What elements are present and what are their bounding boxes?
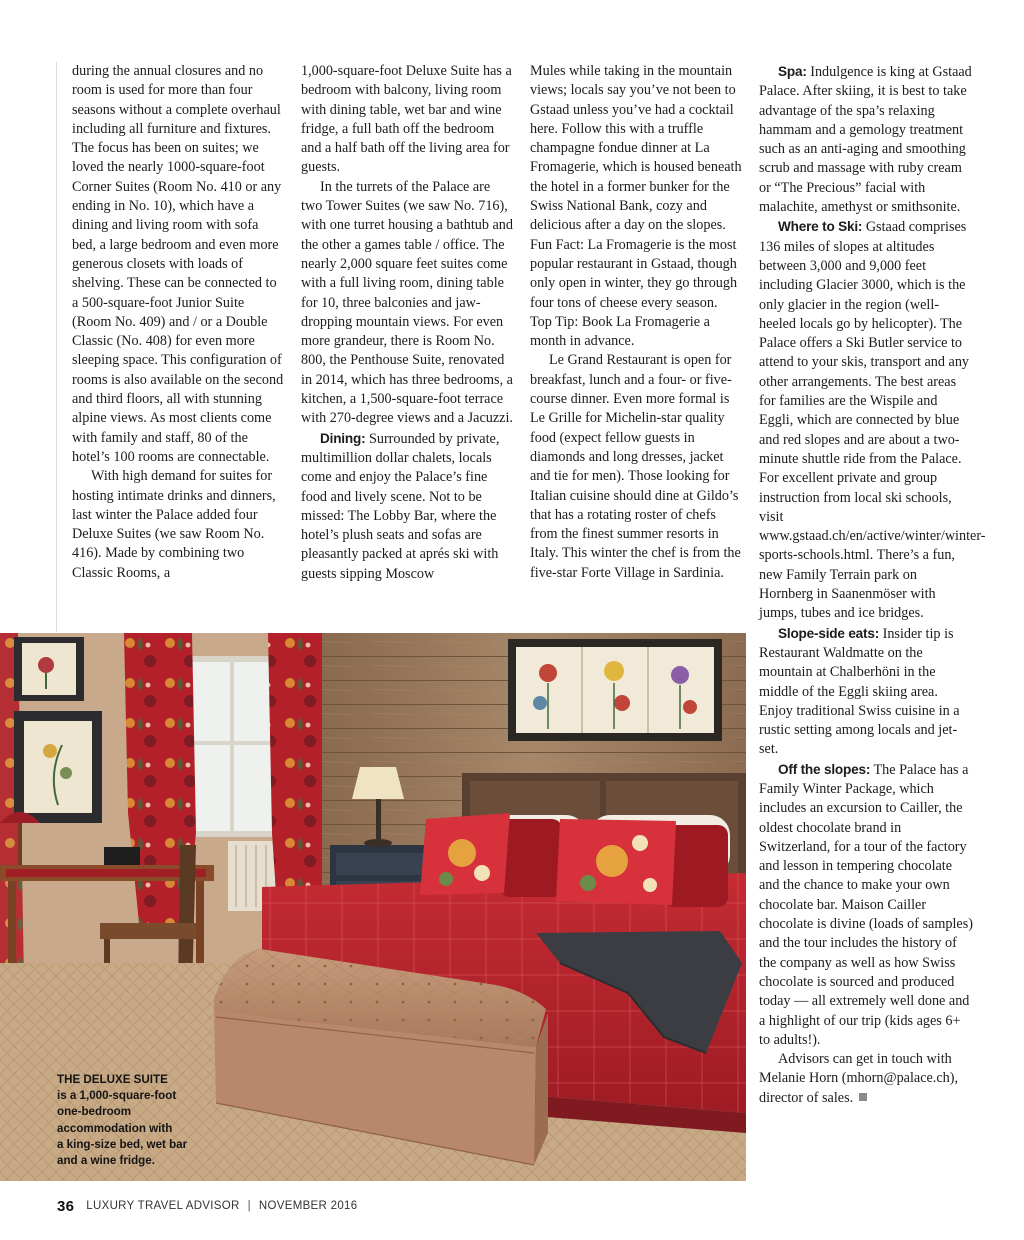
paragraph: In the turrets of the Palace are two Tower Suites (we saw No. 716), with one turret housing a bathtub and the other a games table / office. The nearly 2,000 square feet suites come with a full living room, dining table for 10, three balconies and jaw-dropping mountain views. For even more grandeur, there is Room No. 800, the Penthouse Suite, renovated in 2014, which has three bedrooms, a kitchen, a 1,500-square-foot terrace with 270-degree views and a Jacuzzi. [301,178,513,427]
paragraph-spa [759,62,973,217]
paragraph: 1,000-square-foot Deluxe Suite has a bedroom with balcony, living room with dining table, wet bar and wine fridge, a full bath off the bedroom and a half bath off the living area for guests. [301,63,512,176]
paragraph: With high demand for suites for hosting intimate drinks and dinners, last winter the Palace added four Deluxe Suites (we saw Room No. 416). Made by combining two Classic Rooms, a [72,468,276,581]
paragraph-off-the-slopes [759,760,973,1050]
column-rule [56,62,57,632]
article-column-4 [759,62,986,1108]
paragraph-text: Insider tip is Restaurant Waldmatte on the mountain at Chalberhöni in the middle of the Eggli skiing area. Enjoy traditional Swiss cuisine in a rustic setting among locals and jet-set. [759,625,960,758]
paragraph: Le Grand Restaurant is open for breakfast, lunch and a four- or five-course dinner. Even more formal is Le Grille for Michelin-star quality food (expect fellow guests in diamonds and long dresses, jacket and tie for men). Those looking for Italian cuisine should dine at Gildo’s that has a rotating roster of chefs from the finest summer resorts in Italy. This winter the chef is from the five-star Forte Village in Sardinia. [530,352,741,581]
paragraph-where-to-ski [759,217,986,623]
subhead-slope-side-eats: Slope-side eats: [778,625,880,641]
caption-line: one-bedroom [57,1105,132,1119]
subhead-off-the-slopes: Off the slopes: [778,761,871,777]
paragraph-text: Indulgence is king at Gstaad Palace. After skiing, it is best to take advantage of the spa’s relaxing hammam and a gemology treatment such as an anti-aging and smoothing scrub and massage with ruby cream or “The Precious” facial with malachite, amethyst or smithsonite. [759,64,972,216]
article-column-2 [301,62,513,584]
paragraph: during the annual closures and no room is used for more than four seasons without a complete overhaul including all furniture and fixtures. The focus has been on suites; we loved the nearly 1000-square-foot Corner Suites (Room No. 410 or any ending in No. 10), which have a dining and living room with sofa bed, a large bedroom and even more generous closets with loads of shelving. These can be connected to a 500-square-foot Junior Suite (Room No. 409) and / or a Double Classic (No. 408) for even more sleeping space. This configuration of rooms is also available on the second and third floors, all with stunning alpine views. As most clients come with family and staff, 80 of the hotel’s 100 rooms are connectable. [72,63,284,465]
paragraph-text: Advisors can get in touch with Melanie Horn (mhorn@palace.ch), director of sales. [759,1051,958,1106]
end-of-article-mark [859,1093,867,1101]
publication-name: LUXURY TRAVEL ADVISOR [86,1200,240,1212]
page-number: 36 [57,1197,75,1215]
paragraph-text: The Palace has a Family Winter Package, which includes an excursion to Cailler, the oldest chocolate brand in Switzerland, for a tour of the factory and lesson in tempering chocolate and the chance to make your own chocolate bar. Maison Cailler chocolate is divine (loads of samples) and the tour includes the history of the company as well as how Swiss chocolate is sourced and produced today — all extremely well done and a highlight of our trip (kids ages 6+ to adults!). [759,761,973,1048]
paragraph-slope-side-eats [759,624,973,760]
paragraph-dining [301,429,513,584]
paragraph-text: Gstaad comprises 136 miles of slopes at altitudes between 3,000 and 9,000 feet including Glacier 3000, which is the only glacier in the region (well-heeled locals go by helicopter). The Palace offers a Ski Butler service to attend to your skis, transport and any other arrangements. The best areas for families are the Wispile and Eggli, which are connected by blue and red slopes and are about a two-minute shuttle ride from the Palace. For excellent private and group instruction from local ski schools, visit www.gstaad.ch/en/active/winter/winter-sports-schools.html. There’s a fun, new Family Terrain park on Hornberg in Saanenmöser with jumps, tubes and ice bridges. [759,219,986,622]
photo-caption [57,1072,217,1169]
article-column-3 [530,62,742,583]
page-footer [57,1196,357,1216]
caption-line: a king-size bed, wet bar [57,1137,188,1151]
subhead-spa: Spa: [778,64,807,79]
paragraph-advisors [759,1050,973,1108]
footer-separator: | [247,1200,251,1212]
paragraph-text: Surrounded by private, multimillion dollar chalets, locals come and enjoy the Palace’s fine food and lively scene. Not to be missed: The Lobby Bar, where the hotel’s plush seats and sofas are pleasantly packed at aprés ski with guests sipping Moscow [301,430,500,582]
caption-line: is a 1,000-square-foot [57,1089,177,1103]
pillow [500,819,562,897]
issue-date: NOVEMBER 2016 [258,1200,358,1212]
telephone [104,847,140,865]
table-lamp [352,767,404,799]
caption-line: THE DELUXE SUITE [57,1073,168,1086]
caption-line: accommodation with [57,1121,173,1135]
subhead-where-to-ski: Where to Ski: [778,219,863,235]
caption-line: and a wine fridge. [57,1154,155,1168]
subhead-dining: Dining: [320,430,366,446]
paragraph: Mules while taking in the mountain views; locals say you’ve not been to Gstaad unless you’ve had a cocktail here. Follow this with a truffle champagne fondue dinner at La Fromagerie, which is housed beneath the hotel in a former bunker for the Swiss National Bank, cozy and delicious after a day on the slopes. Fun Fact: La Fromagerie is the most popular restaurant in Gstaad, though only open in winter, they go through four tons of cheese every season. Top Tip: Book La Fromagerie a month in advance. [530,63,742,350]
article-column-1 [72,62,284,583]
